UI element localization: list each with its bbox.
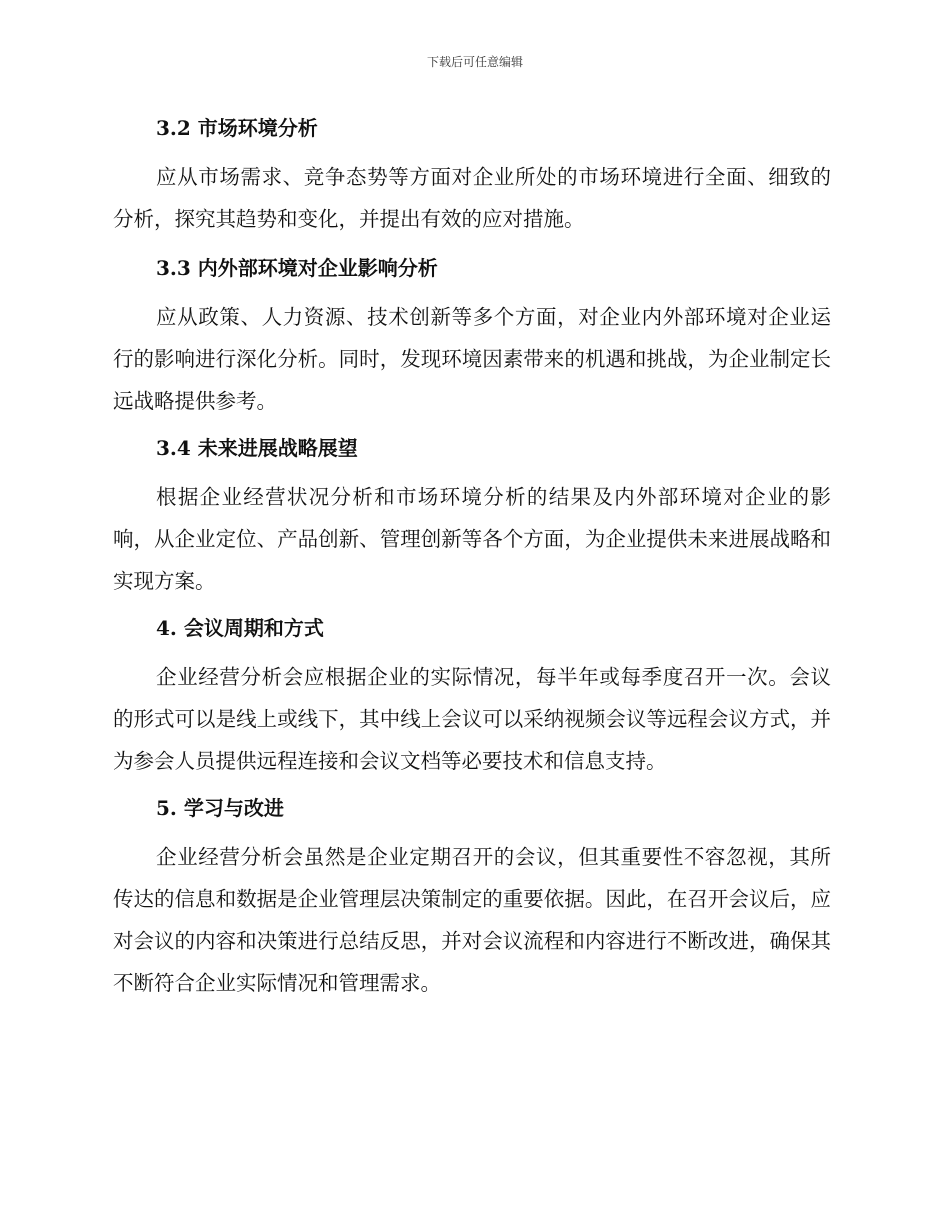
document-body: [113, 110, 831, 1004]
section-heading-5: 5. 学习与改进: [156, 796, 284, 820]
section-heading-3-3: 3.3 内外部环境对企业影响分析: [156, 256, 438, 280]
section-paragraph-3-4: 根据企业经营状况分析和市场环境分析的结果及内外部环境对企业的影响，从企业定位、产品创新、管理创新等各个方面，为企业提供未来进展战略和实现方案。: [113, 485, 831, 593]
section-heading-3-2: 3.2 市场环境分析: [156, 116, 318, 140]
section-paragraph-3-2: 应从市场需求、竞争态势等方面对企业所处的市场环境进行全面、细致的分析，探究其趋势和变化，并提出有效的应对措施。: [113, 165, 831, 231]
section-heading-3-4: 3.4 未来进展战略展望: [156, 436, 358, 460]
section-paragraph-5: 企业经营分析会虽然是企业定期召开的会议，但其重要性不容忽视，其所传达的信息和数据是企业管理层决策制定的重要依据。因此，在召开会议后，应对会议的内容和决策进行总结反思，并对会议流程和内容进行不断改进，确保其不断符合企业实际情况和管理需求。: [113, 845, 831, 995]
section-paragraph-4: 企业经营分析会应根据企业的实际情况，每半年或每季度召开一次。会议的形式可以是线上或线下，其中线上会议可以采纳视频会议等远程会议方式，并为参会人员提供远程连接和会议文档等必要技术和信息支持。: [113, 665, 831, 773]
section-paragraph-3-3: 应从政策、人力资源、技术创新等多个方面，对企业内外部环境对企业运行的影响进行深化分析。同时，发现环境因素带来的机遇和挑战，为企业制定长远战略提供参考。: [113, 305, 831, 413]
page-header: 下载后可任意编辑: [426, 55, 523, 69]
section-heading-4: 4. 会议周期和方式: [156, 616, 324, 640]
